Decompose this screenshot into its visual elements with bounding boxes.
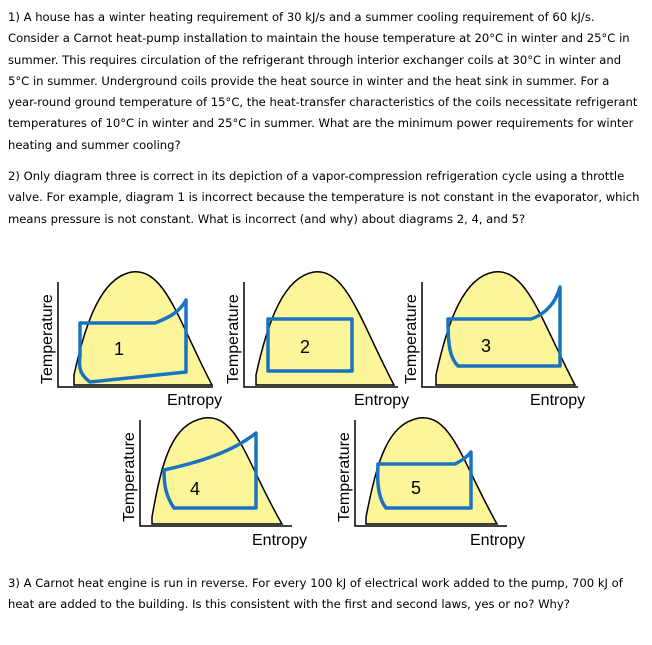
question-3: 3) A Carnot heat engine is run in reverse. For every 100 kJ of electrical work added to the pump, 700 kJ of heat are added to the building. Is this consistent with the first and second laws, yes or no? Why? <box>8 576 623 612</box>
y-axis-label: Temperature <box>336 432 353 522</box>
diagram-4 <box>121 418 307 549</box>
saturation-dome <box>256 272 394 385</box>
x-axis-label: Entropy <box>470 532 526 549</box>
diagram-number: 5 <box>411 478 422 498</box>
diagram-number: 1 <box>114 339 125 359</box>
question-2: 2) Only diagram three is correct in its depiction of a vapor-compression refrigeration cycle using a throttle valve. For example, diagram 1 is incorrect because the temperature is not constant in the evaporator, which means pressure is not constant. What is incorrect (and why) about diagrams 2, 4, and 5? <box>8 169 640 226</box>
x-axis-label: Entropy <box>167 392 223 409</box>
saturation-dome <box>74 272 212 385</box>
diagram-number: 2 <box>300 337 311 357</box>
diagram-number: 3 <box>481 336 492 356</box>
x-axis-label: Entropy <box>530 392 586 409</box>
y-axis-label: Temperature <box>121 432 138 522</box>
diagram-number: 4 <box>190 479 201 499</box>
x-axis-label: Entropy <box>252 532 308 549</box>
saturation-dome <box>436 272 575 385</box>
x-axis-label: Entropy <box>354 392 410 409</box>
y-axis-label: Temperature <box>225 294 242 384</box>
diagram-2 <box>225 272 409 409</box>
y-axis-label: Temperature <box>39 294 56 384</box>
question-1: 1) A house has a winter heating requirement of 30 kJ/s and a summer cooling requirement of 60 kJ/s. Consider a Carnot heat-pump installation to maintain the house temperature at 20°C in winter and 25°C in summer. This requires circulation of the refrigerant through interior exchanger coils at 30°C in winter and 5°C in summer. Underground coils provide the heat source in winter and the heat sink in summer. For a year-round ground temperature of 15°C, the heat-transfer characteristics of the coils necessitate refrigerant temperatures of 10°C in winter and 25°C in summer. What are the minimum power requirements for winter heating and summer cooling? <box>8 10 638 152</box>
y-axis-label: Temperature <box>403 294 420 384</box>
diagram-3 <box>403 272 585 409</box>
diagram-5 <box>336 418 525 549</box>
diagram-1 <box>39 272 222 409</box>
